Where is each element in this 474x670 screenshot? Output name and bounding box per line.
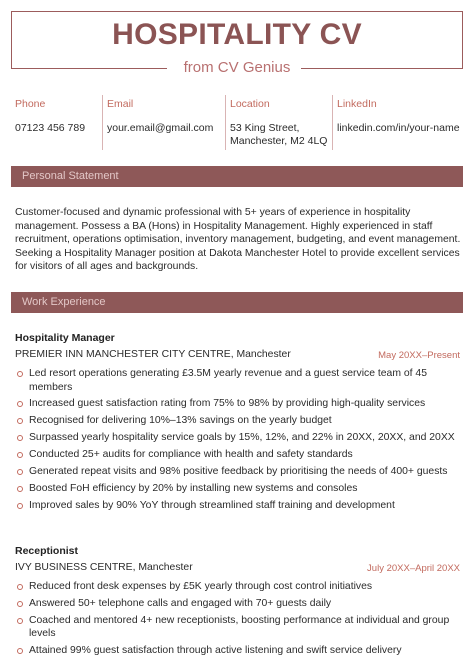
job-bullets-1 xyxy=(16,367,461,516)
list-item: Surpassed yearly hospitality service goals by 15%, 12%, and 22% in 20XX, 20XX, and 20XX xyxy=(16,431,461,445)
contact-location xyxy=(225,95,332,150)
list-item: Boosted FoH efficiency by 20% by installing new systems and consoles xyxy=(16,482,461,496)
contact-location-label: Location xyxy=(230,98,270,110)
contact-phone-label: Phone xyxy=(15,98,46,110)
job-dates-2: July 20XX–April 20XX xyxy=(367,563,460,574)
job-company-2: IVY BUSINESS CENTRE, Manchester xyxy=(15,562,193,573)
job-title-2: Receptionist xyxy=(15,545,79,557)
list-item: Increased guest satisfaction rating from 75% to 98% by providing high-quality services xyxy=(16,397,461,411)
cv-subtitle: from CV Genius xyxy=(183,59,291,76)
contact-row xyxy=(11,95,463,150)
job-bullets-2 xyxy=(16,580,461,661)
list-item: Reduced front desk expenses by £5K yearly through cost control initiatives xyxy=(16,580,461,594)
contact-linkedin xyxy=(332,95,463,150)
contact-linkedin-value: linkedin.com/in/your-name xyxy=(337,122,460,134)
job-dates-1: May 20XX–Present xyxy=(378,350,460,361)
contact-location-value xyxy=(230,122,332,148)
list-item: Answered 50+ telephone calls and engaged with 70+ guests daily xyxy=(16,597,461,611)
list-item: Coached and mentored 4+ new receptionists, boosting performance at individual and group levels xyxy=(16,614,461,641)
contact-email-value: your.email@gmail.com xyxy=(107,122,214,134)
section-header-personal-statement: Personal Statement xyxy=(11,166,463,187)
list-item: Led resort operations generating £3.5M yearly revenue and a guest service team of 45 members xyxy=(16,367,461,394)
contact-email xyxy=(102,95,225,150)
list-item: Attained 99% guest satisfaction through active listening and swift service delivery xyxy=(16,644,461,658)
contact-location-line1: 53 King Street, xyxy=(230,122,300,134)
list-item: Recognised for delivering 10%–13% savings on the yearly budget xyxy=(16,414,461,428)
list-item: Improved sales by 90% YoY through streamlined staff training and development xyxy=(16,499,461,513)
contact-phone-value: 07123 456 789 xyxy=(15,122,86,134)
personal-statement-text: Customer-focused and dynamic professional with 5+ years of experience in hospitality management. Possess a BA (Hons) in Hospitality Management. Highly experienced in staff recruitment, operations optimisation, inventory management, budgeting, and event management. Seeking a Hospitality Manager position at Dakota Manchester Hotel to provide excellent services for visitors of all ages and backgrounds. xyxy=(15,207,461,273)
section-header-work-experience: Work Experience xyxy=(11,292,463,313)
contact-linkedin-label: LinkedIn xyxy=(337,98,377,110)
job-company-1: PREMIER INN MANCHESTER CITY CENTRE, Manchester xyxy=(15,349,291,360)
contact-location-line2: Manchester, M2 4LQ xyxy=(230,135,328,147)
list-item: Generated repeat visits and 98% positive feedback by prioritising the needs of 400+ guests xyxy=(16,465,461,479)
list-item: Conducted 25+ audits for compliance with health and safety standards xyxy=(16,448,461,462)
job-title-1: Hospitality Manager xyxy=(15,332,115,344)
contact-email-label: Email xyxy=(107,98,134,110)
contact-phone xyxy=(11,95,102,150)
cv-title: HOSPITALITY CV xyxy=(112,18,362,51)
